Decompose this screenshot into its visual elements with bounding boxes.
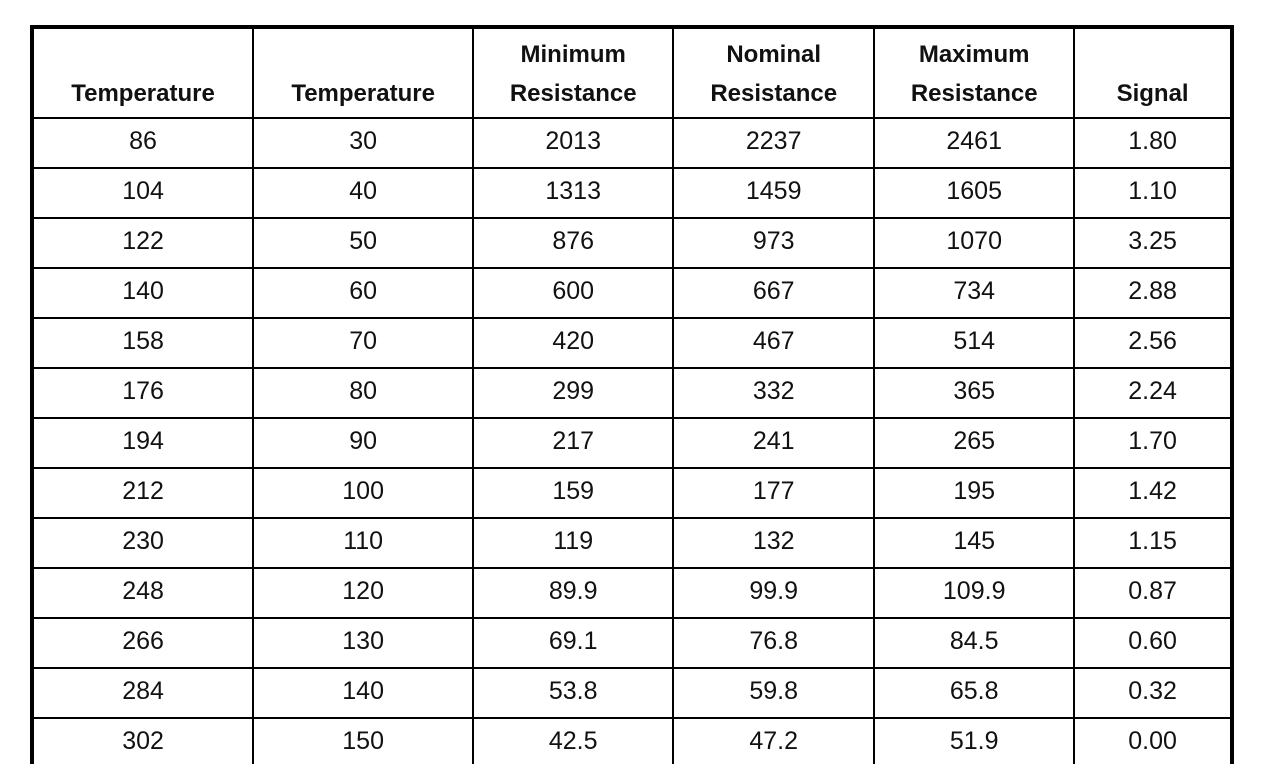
minimum-resistance-cell: 42.5 <box>473 718 673 764</box>
nominal-resistance-cell: 59.8 <box>673 668 874 718</box>
header-line2: Resistance <box>710 80 838 107</box>
header-maximum-resistance <box>874 27 1074 118</box>
table-row <box>32 118 1232 168</box>
minimum-resistance-cell: 119 <box>473 518 673 568</box>
signal-cell: 1.10 <box>1074 168 1232 218</box>
signal-cell: 2.56 <box>1074 318 1232 368</box>
minimum-resistance-cell: 299 <box>473 368 673 418</box>
temperature-c-cell: 120 <box>253 568 473 618</box>
maximum-resistance-cell: 734 <box>874 268 1074 318</box>
maximum-resistance-cell: 365 <box>874 368 1074 418</box>
maximum-resistance-cell: 84.5 <box>874 618 1074 668</box>
nominal-resistance-cell: 47.2 <box>673 718 874 764</box>
header-signal <box>1074 27 1232 118</box>
header-row <box>32 27 1232 118</box>
temperature-f-cell: 266 <box>32 618 253 668</box>
minimum-resistance-cell: 876 <box>473 218 673 268</box>
minimum-resistance-cell: 69.1 <box>473 618 673 668</box>
minimum-resistance-cell: 420 <box>473 318 673 368</box>
nominal-resistance-cell: 177 <box>673 468 874 518</box>
maximum-resistance-cell: 51.9 <box>874 718 1074 764</box>
signal-cell: 1.70 <box>1074 418 1232 468</box>
temperature-c-cell: 150 <box>253 718 473 764</box>
nominal-resistance-cell: 1459 <box>673 168 874 218</box>
table-row <box>32 268 1232 318</box>
maximum-resistance-cell: 1070 <box>874 218 1074 268</box>
table-header <box>32 27 1232 118</box>
table-row <box>32 168 1232 218</box>
header-line1: Nominal <box>726 41 822 68</box>
nominal-resistance-cell: 467 <box>673 318 874 368</box>
header-line2: Temperature <box>291 80 435 107</box>
table-row <box>32 368 1232 418</box>
minimum-resistance-cell: 1313 <box>473 168 673 218</box>
nominal-resistance-cell: 99.9 <box>673 568 874 618</box>
nominal-resistance-cell: 973 <box>673 218 874 268</box>
temperature-c-cell: 130 <box>253 618 473 668</box>
temperature-f-cell: 284 <box>32 668 253 718</box>
temperature-f-cell: 158 <box>32 318 253 368</box>
header-temperature-c <box>253 27 473 118</box>
temperature-c-cell: 60 <box>253 268 473 318</box>
table-row <box>32 518 1232 568</box>
temperature-f-cell: 302 <box>32 718 253 764</box>
signal-cell: 2.88 <box>1074 268 1232 318</box>
maximum-resistance-cell: 2461 <box>874 118 1074 168</box>
table-row <box>32 218 1232 268</box>
signal-cell: 1.80 <box>1074 118 1232 168</box>
minimum-resistance-cell: 89.9 <box>473 568 673 618</box>
header-line1: Minimum <box>520 41 626 68</box>
nominal-resistance-cell: 241 <box>673 418 874 468</box>
header-line2: Resistance <box>509 80 637 107</box>
temperature-c-cell: 80 <box>253 368 473 418</box>
temperature-c-cell: 50 <box>253 218 473 268</box>
minimum-resistance-cell: 159 <box>473 468 673 518</box>
temperature-f-cell: 230 <box>32 518 253 568</box>
header-line2: Resistance <box>910 80 1038 107</box>
temperature-f-cell: 86 <box>32 118 253 168</box>
table-row <box>32 318 1232 368</box>
header-minimum-resistance <box>473 27 673 118</box>
temperature-f-cell: 212 <box>32 468 253 518</box>
temperature-c-cell: 90 <box>253 418 473 468</box>
maximum-resistance-cell: 145 <box>874 518 1074 568</box>
table-row <box>32 568 1232 618</box>
maximum-resistance-cell: 514 <box>874 318 1074 368</box>
signal-cell: 0.00 <box>1074 718 1232 764</box>
header-line2: Temperature <box>71 80 215 107</box>
temperature-c-cell: 40 <box>253 168 473 218</box>
temperature-f-cell: 176 <box>32 368 253 418</box>
temperature-c-cell: 30 <box>253 118 473 168</box>
nominal-resistance-cell: 2237 <box>673 118 874 168</box>
signal-cell: 3.25 <box>1074 218 1232 268</box>
resistance-table <box>30 25 1234 764</box>
minimum-resistance-cell: 2013 <box>473 118 673 168</box>
minimum-resistance-cell: 217 <box>473 418 673 468</box>
table-body <box>32 118 1232 764</box>
maximum-resistance-cell: 1605 <box>874 168 1074 218</box>
table-row <box>32 718 1232 764</box>
temperature-c-cell: 100 <box>253 468 473 518</box>
temperature-c-cell: 70 <box>253 318 473 368</box>
table-row <box>32 418 1232 468</box>
temperature-f-cell: 104 <box>32 168 253 218</box>
table-row <box>32 468 1232 518</box>
nominal-resistance-cell: 667 <box>673 268 874 318</box>
maximum-resistance-cell: 109.9 <box>874 568 1074 618</box>
temperature-c-cell: 110 <box>253 518 473 568</box>
signal-cell: 1.15 <box>1074 518 1232 568</box>
temperature-f-cell: 194 <box>32 418 253 468</box>
maximum-resistance-cell: 265 <box>874 418 1074 468</box>
temperature-f-cell: 248 <box>32 568 253 618</box>
maximum-resistance-cell: 65.8 <box>874 668 1074 718</box>
header-temperature-f <box>32 27 253 118</box>
signal-cell: 0.32 <box>1074 668 1232 718</box>
maximum-resistance-cell: 195 <box>874 468 1074 518</box>
table-row <box>32 668 1232 718</box>
nominal-resistance-cell: 132 <box>673 518 874 568</box>
signal-cell: 1.42 <box>1074 468 1232 518</box>
signal-cell: 2.24 <box>1074 368 1232 418</box>
signal-cell: 0.87 <box>1074 568 1232 618</box>
signal-cell: 0.60 <box>1074 618 1232 668</box>
header-line2: Signal <box>1116 80 1189 107</box>
header-nominal-resistance <box>673 27 874 118</box>
temperature-f-cell: 122 <box>32 218 253 268</box>
minimum-resistance-cell: 53.8 <box>473 668 673 718</box>
header-line1: Maximum <box>918 41 1030 68</box>
minimum-resistance-cell: 600 <box>473 268 673 318</box>
temperature-c-cell: 140 <box>253 668 473 718</box>
table-row <box>32 618 1232 668</box>
nominal-resistance-cell: 76.8 <box>673 618 874 668</box>
nominal-resistance-cell: 332 <box>673 368 874 418</box>
temperature-f-cell: 140 <box>32 268 253 318</box>
